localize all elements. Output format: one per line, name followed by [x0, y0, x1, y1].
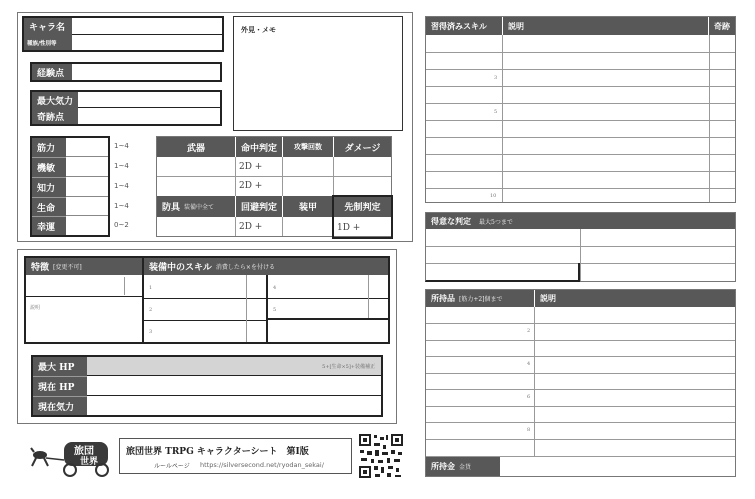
- exp-field[interactable]: [72, 64, 220, 80]
- learned-desc-header: 説明: [503, 17, 708, 35]
- learned-row-line: [426, 52, 735, 53]
- footer-title-box: [119, 438, 352, 474]
- equipped-skills-note: 消費したら×を付ける: [215, 264, 275, 271]
- learned-row-line: [426, 120, 735, 121]
- money-label: 所持金: [431, 461, 455, 471]
- skill-slot-2[interactable]: 2: [149, 307, 153, 313]
- stat-label-str: 筋力: [32, 138, 66, 157]
- traits-section: [24, 256, 144, 344]
- inventory-table: [425, 289, 736, 477]
- current-hp-label: 現在 HP: [33, 376, 87, 396]
- logo-text-1: 旅団: [74, 446, 94, 457]
- inventory-row-line: [426, 406, 735, 407]
- learned-row-number-3: 3: [494, 75, 498, 81]
- inventory-row-number-6: 6: [527, 394, 531, 400]
- armor-value-header: 装甲: [283, 196, 333, 217]
- evade-header: 回避判定: [236, 196, 282, 217]
- armor-note: 装備中全て: [184, 204, 215, 211]
- stat-range-str: 1~4: [114, 142, 129, 150]
- money-field[interactable]: [500, 457, 735, 476]
- chara-name-field[interactable]: [72, 18, 222, 35]
- stat-label-int: 知力: [32, 177, 66, 197]
- stat-range-luk: 0~2: [114, 221, 129, 229]
- stat-label-luk: 幸運: [32, 216, 66, 235]
- initiative-header: 先制判定: [334, 196, 391, 217]
- specialty-label: 得意な判定: [431, 215, 471, 226]
- inventory-header: [426, 290, 534, 307]
- traits-note: [変更不可]: [53, 264, 82, 271]
- traits-label: 特徴: [31, 263, 50, 273]
- learned-col-line: [709, 35, 710, 202]
- stat-field-int[interactable]: [66, 177, 108, 197]
- inventory-row-line: [426, 422, 735, 423]
- learned-row-number-5: 5: [494, 109, 498, 115]
- weapon-col-line: [333, 157, 334, 196]
- chara-name-label: キャラ名: [24, 18, 72, 35]
- learned-row-line: [426, 154, 735, 155]
- stat-label-vit: 生命: [32, 197, 66, 216]
- current-will-field[interactable]: [87, 396, 381, 415]
- max-hp-label: 最大 HP: [33, 357, 87, 376]
- inventory-row-line: [426, 340, 735, 341]
- footer-title: 旅団世界 TRPG キャラクターシート 第Ⅰ版: [126, 447, 309, 457]
- learned-row-line: [426, 188, 735, 189]
- exp-label: 経験点: [32, 64, 72, 80]
- learned-row-line: [426, 86, 735, 87]
- learned-skills-table: [425, 16, 736, 203]
- miracle-label: 奇跡点: [32, 108, 78, 124]
- inventory-row-number-8: 8: [527, 427, 531, 433]
- inventory-row-line: [426, 389, 735, 390]
- species-label: [24, 35, 72, 50]
- skill-slot-4[interactable]: 4: [273, 285, 277, 291]
- stats-section: [30, 136, 110, 237]
- attacks-header-text: 攻撃回数: [294, 142, 322, 151]
- hit-header: 命中判定: [236, 137, 282, 157]
- memo-label: 外見・メモ: [241, 25, 276, 34]
- current-hp-field[interactable]: [87, 376, 381, 396]
- max-hp-field[interactable]: [87, 357, 381, 376]
- equipped-skills-label: 装備中のスキル: [149, 263, 212, 273]
- trait-desc-field[interactable]: [50, 299, 140, 339]
- inventory-row-line: [426, 439, 735, 440]
- current-will-label: 現在気力: [33, 396, 87, 415]
- learned-skills-header: 習得済みスキル: [426, 17, 502, 35]
- armor-header: [157, 196, 235, 217]
- money-label-box: [426, 457, 500, 476]
- stat-field-luk[interactable]: [66, 216, 108, 235]
- qr-code-icon: [358, 433, 404, 479]
- max-hp-note: 5+[生命×5]+装備補正: [322, 364, 375, 370]
- hp-section: [31, 355, 383, 417]
- skill-slot-1[interactable]: 1: [149, 285, 153, 291]
- inventory-note: [筋力+2]個まで: [459, 296, 503, 303]
- equipped-skills-header: [144, 258, 388, 275]
- rules-link[interactable]: https://silversecond.net/ryodan_sekai/: [200, 461, 324, 469]
- brand-logo: [30, 436, 116, 478]
- learned-col-line: [502, 35, 503, 202]
- initiative-value[interactable]: 1D +: [337, 223, 361, 233]
- exp-section: [30, 62, 222, 82]
- attacks-header: [283, 137, 333, 157]
- specialty-col-line: [580, 229, 581, 281]
- species-label-text: 種族/性別等: [27, 40, 57, 47]
- hit-value-1[interactable]: 2D +: [239, 162, 263, 172]
- inventory-row-number-4: 4: [527, 361, 531, 367]
- inventory-label: 所持品: [431, 293, 455, 303]
- weapon-col-line: [235, 157, 236, 196]
- max-will-label: 最大気力: [32, 92, 78, 108]
- stat-range-vit: 1~4: [114, 202, 129, 210]
- stat-range-int: 1~4: [114, 182, 129, 190]
- inventory-row-number-2: 2: [527, 328, 531, 334]
- skill-slot-3[interactable]: 3: [149, 329, 153, 335]
- logo-text-2: 世界: [80, 457, 99, 467]
- specialty-row-line: [426, 246, 735, 247]
- max-will-field[interactable]: [78, 92, 220, 108]
- inventory-row-line: [426, 373, 735, 374]
- armor-col-line: [282, 217, 283, 236]
- learned-row-line: [426, 69, 735, 70]
- skill-slot-3-border: [142, 318, 268, 344]
- traits-header: [26, 258, 142, 275]
- inventory-row-line: [426, 323, 735, 324]
- damage-header: ダメージ: [334, 137, 391, 157]
- will-section: [30, 90, 222, 126]
- specialty-note: 最大5つまで: [479, 218, 513, 226]
- species-field[interactable]: [72, 35, 222, 50]
- armor-label: 防具: [162, 203, 181, 213]
- specialty-box: [425, 263, 580, 282]
- specialty-header: [426, 213, 735, 229]
- memo-box[interactable]: [233, 16, 403, 131]
- learned-row-line: [426, 103, 735, 104]
- weapon-header: 武器: [157, 137, 235, 157]
- inventory-row-line: [426, 356, 735, 357]
- rules-label: ルールページ: [154, 463, 190, 470]
- trait-desc-label: 説明: [30, 305, 41, 311]
- learned-row-line: [426, 137, 735, 138]
- inventory-col-line: [534, 307, 535, 457]
- evade-value[interactable]: 2D +: [239, 221, 263, 232]
- weapon-row-line: [157, 176, 391, 177]
- wagon-icon: [30, 436, 116, 478]
- money-unit: 金貨: [459, 464, 472, 471]
- inventory-desc-header: 説明: [535, 290, 735, 307]
- learned-miracle-header: 奇跡: [709, 17, 735, 35]
- armor-col-line: [235, 217, 236, 236]
- name-section: [22, 16, 224, 52]
- stat-field-agi[interactable]: [66, 157, 108, 177]
- hit-value-2[interactable]: 2D +: [239, 181, 263, 191]
- stat-field-vit[interactable]: [66, 197, 108, 216]
- learned-row-line: [426, 171, 735, 172]
- miracle-field[interactable]: [78, 108, 220, 124]
- weapon-col-line: [282, 157, 283, 196]
- initiative-box: [332, 195, 393, 239]
- skill-slot-5-border: [266, 296, 390, 320]
- skill-slot-5[interactable]: 5: [273, 307, 277, 313]
- stat-range-agi: 1~4: [114, 162, 129, 170]
- stat-field-str[interactable]: [66, 138, 108, 157]
- stat-label-agi: 機敏: [32, 157, 66, 177]
- learned-row-number-10: 10: [490, 193, 497, 199]
- trait-col-line: [124, 277, 125, 295]
